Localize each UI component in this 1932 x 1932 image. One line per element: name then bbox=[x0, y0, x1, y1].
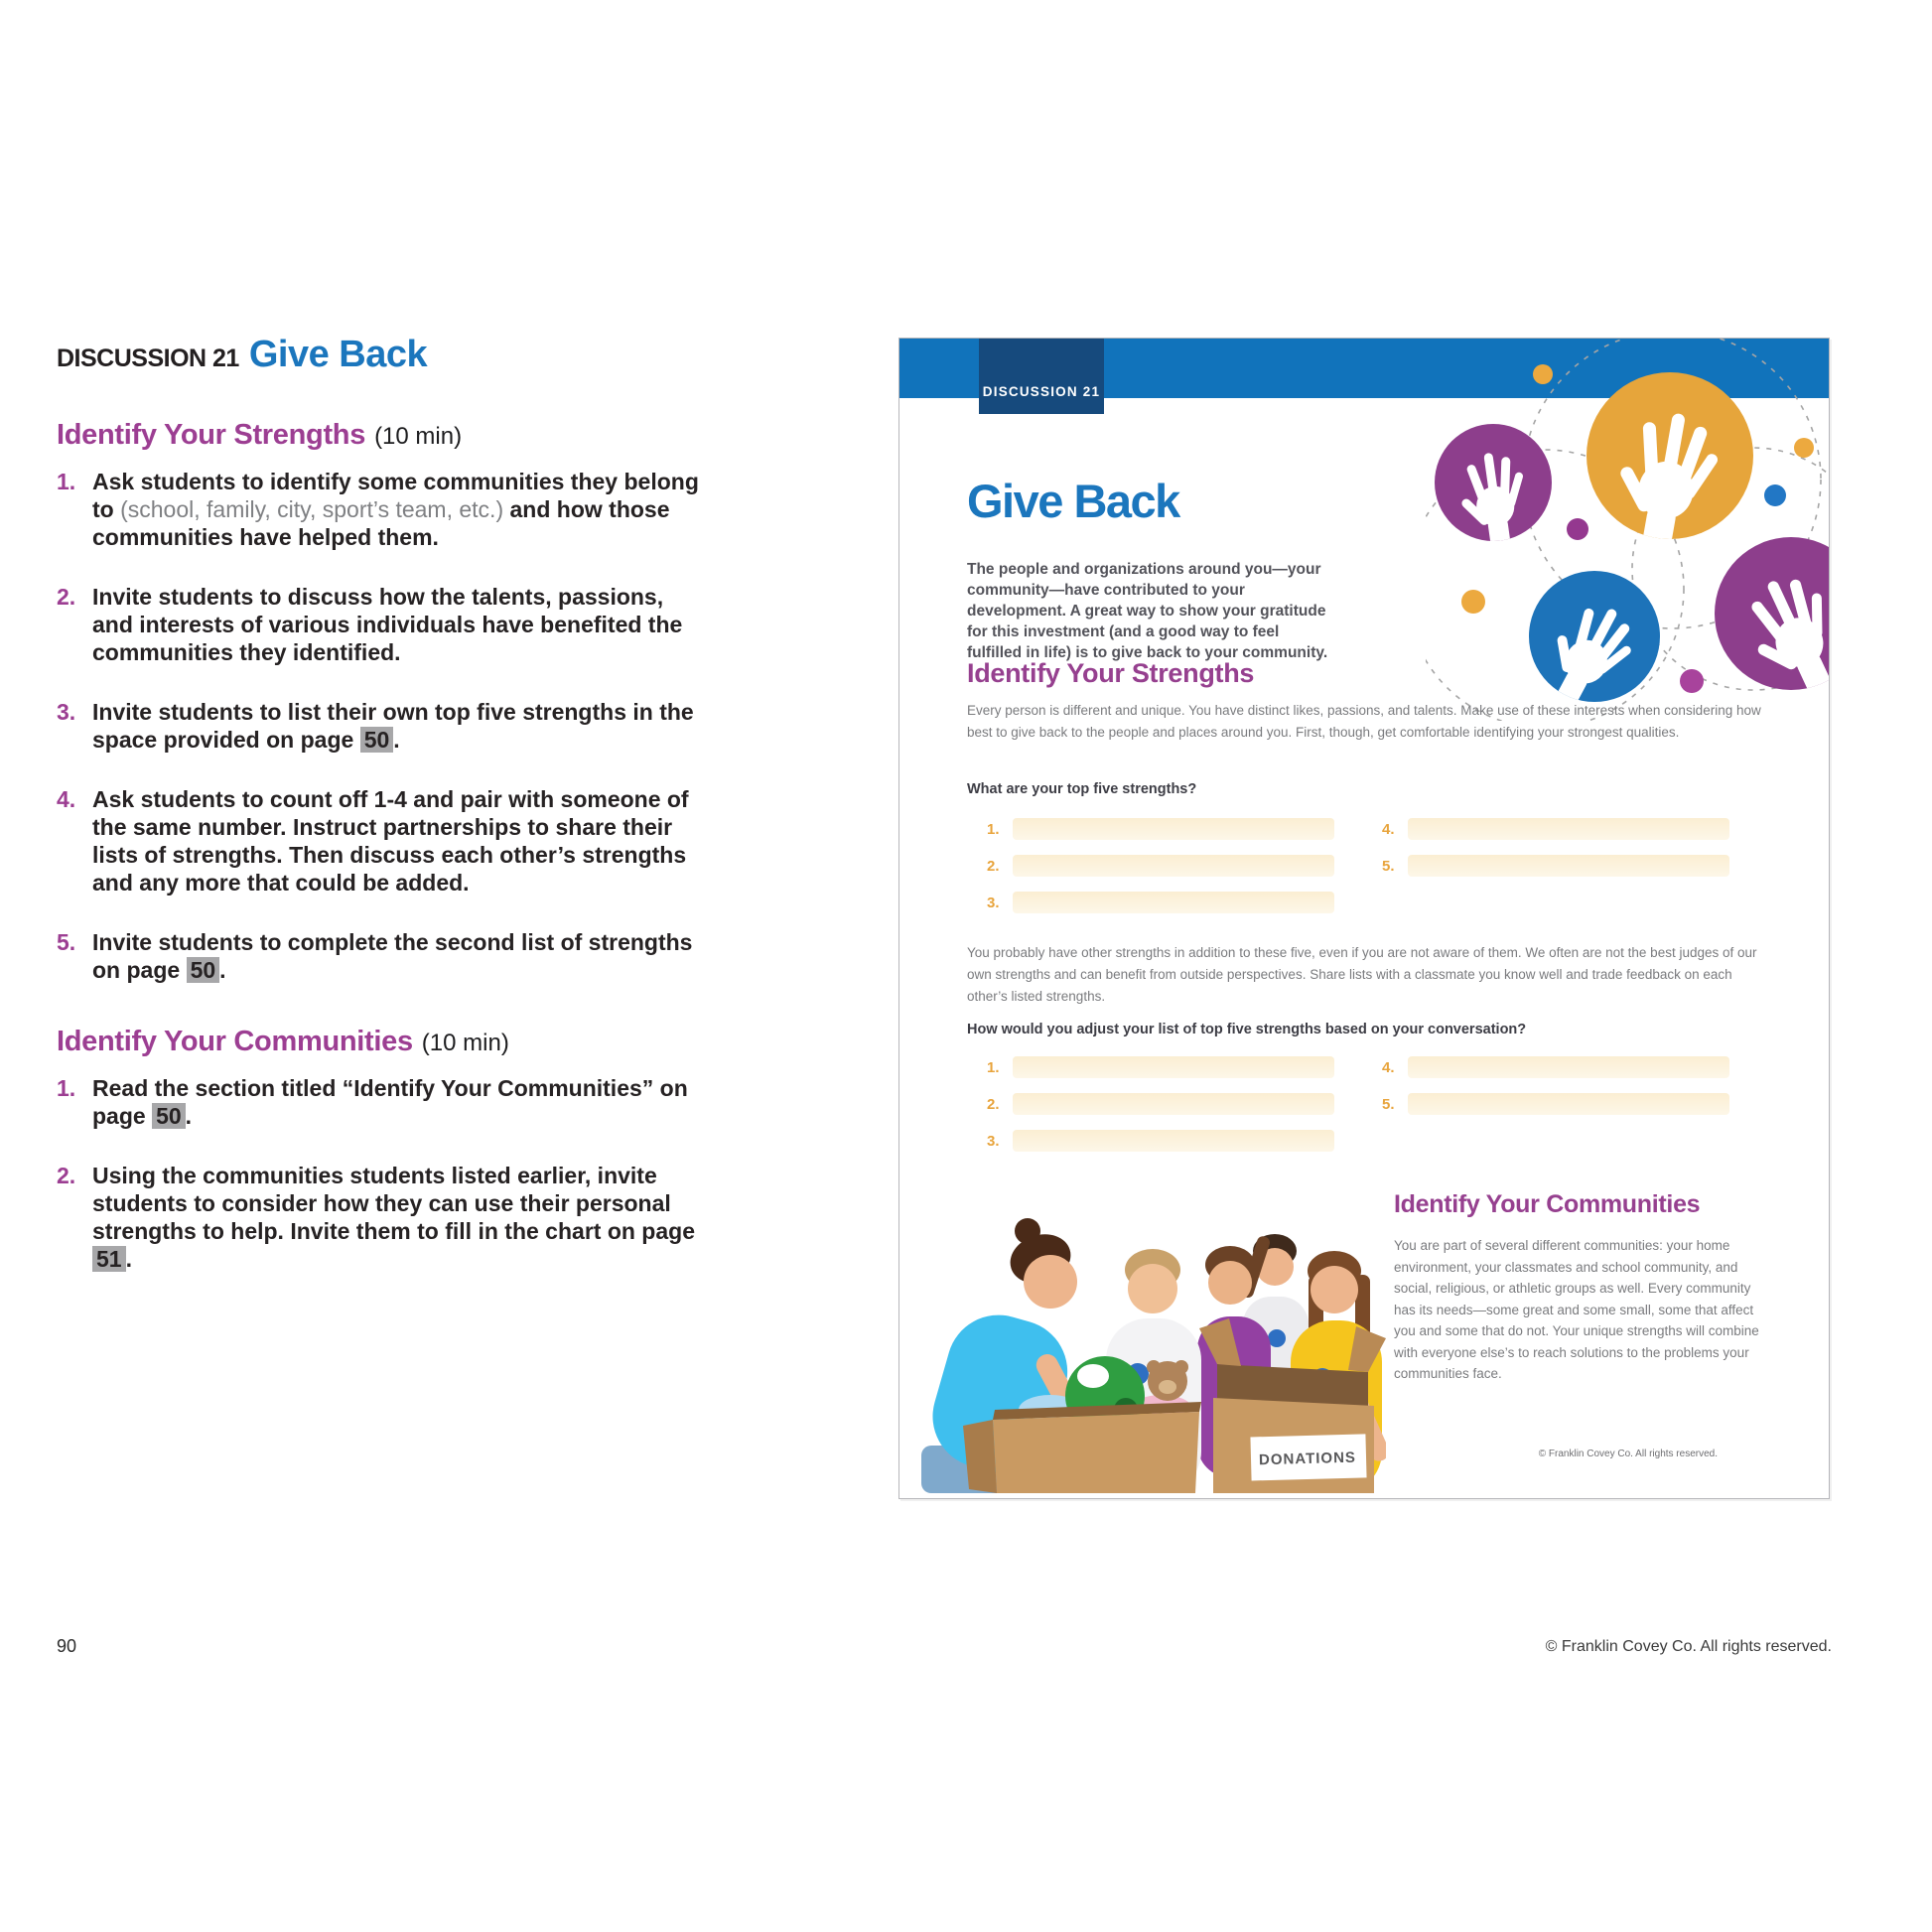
helping-hands-illustration bbox=[1426, 339, 1829, 721]
donations-label: DONATIONS bbox=[1258, 1449, 1357, 1469]
discussion-tab-label: DISCUSSION 21 bbox=[982, 384, 1101, 399]
item-number: 1. bbox=[57, 1075, 76, 1101]
blank-number: 1. bbox=[987, 820, 1000, 838]
page-title-row bbox=[57, 334, 702, 375]
page-title: Give Back bbox=[248, 334, 428, 375]
item-number: 1. bbox=[57, 469, 76, 494]
item-number: 2. bbox=[57, 1163, 76, 1188]
page-ref-highlight: 50 bbox=[152, 1103, 186, 1129]
blank-number: 4. bbox=[1382, 820, 1395, 838]
blank-row bbox=[987, 1092, 1334, 1116]
left-column bbox=[57, 334, 702, 1305]
wb-strengths-mid: You probably have other strengths in addition to these five, even if you are not aware of them. We often are not the best judges of our own strengths and can benefit from outside perspectives. Share lists with a classmate you know well and trade feedback on each other’s listed strengths. bbox=[967, 945, 1757, 1004]
communities-heading: Identify Your Communities bbox=[57, 1026, 413, 1057]
blank-number: 4. bbox=[1382, 1058, 1395, 1076]
blank-column bbox=[987, 817, 1334, 927]
blank-line bbox=[1408, 855, 1729, 877]
page-ref-highlight: 50 bbox=[187, 957, 220, 983]
list-item bbox=[57, 698, 702, 754]
blank-column bbox=[1382, 817, 1729, 927]
parenthetical-text: (school, family, city, sport’s team, etc.) bbox=[120, 496, 510, 522]
workbook-intro: The people and organizations around you—your community—have contributed to your development. A great way to show your gratitude for this investment (and a good way to feel fulfilled in life) is to give back to your community. bbox=[967, 561, 1328, 661]
strengths-blanks-2 bbox=[987, 1055, 1729, 1166]
hand-circle-purple-left bbox=[1435, 424, 1552, 562]
blank-row bbox=[987, 1129, 1334, 1153]
communities-duration: (10 min) bbox=[421, 1030, 509, 1056]
blank-number: 3. bbox=[987, 894, 1000, 911]
item-number: 2. bbox=[57, 584, 76, 610]
blank-row bbox=[987, 891, 1334, 914]
wb-strengths-heading: Identify Your Strengths bbox=[967, 658, 1255, 688]
blank-row bbox=[987, 1055, 1334, 1079]
item-number: 3. bbox=[57, 699, 76, 725]
blank-number: 5. bbox=[1382, 1095, 1395, 1113]
volunteers-photo bbox=[901, 1170, 1386, 1493]
wb-communities-heading: Identify Your Communities bbox=[1394, 1190, 1701, 1218]
workbook-copyright: © Franklin Covey Co. All rights reserved. bbox=[1538, 1449, 1718, 1459]
blank-number: 2. bbox=[987, 1095, 1000, 1113]
blank-row bbox=[1382, 854, 1729, 878]
page-ref-highlight: 50 bbox=[360, 727, 394, 753]
hand-circle-purple-right bbox=[1715, 537, 1829, 719]
blank-line bbox=[1013, 1093, 1334, 1115]
blank-number: 5. bbox=[1382, 857, 1395, 875]
strengths-steps bbox=[57, 468, 702, 984]
page-ref-highlight: 51 bbox=[92, 1246, 126, 1272]
item-text: Invite students to discuss how the talents, passions, and interests of various individuals have benefited the communities they identified. bbox=[92, 584, 683, 665]
wb-communities-body: You are part of several different communities: your home environment, your classmates and school community, and social, religious, or athletic groups as well. Every community has its needs—some great and some small, some that affect you and some that do not. Your unique strengths will combine with everyone else’s to reach solutions to the problems your communities face. bbox=[1394, 1238, 1759, 1381]
donation-box-left bbox=[963, 1402, 1201, 1493]
wb-strengths-body: Every person is different and unique. You have distinct likes, passions, and talents. Make use of these interests when considering how best to give back to the people and places around you. First, though, get comfortable identifying your strongest qualities. bbox=[967, 703, 1761, 740]
blank-row bbox=[1382, 1055, 1729, 1079]
page-number: 90 bbox=[57, 1636, 77, 1656]
strengths-heading: Identify Your Strengths bbox=[57, 419, 366, 451]
strengths-duration: (10 min) bbox=[374, 423, 463, 450]
list-item bbox=[57, 1074, 702, 1130]
list-item bbox=[57, 928, 702, 984]
hand-circle-gold bbox=[1587, 372, 1753, 572]
item-number: 5. bbox=[57, 929, 76, 955]
workbook-page bbox=[898, 338, 1830, 1499]
wb-question-1: What are your top five strengths? bbox=[967, 781, 1197, 797]
item-number: 4. bbox=[57, 786, 76, 812]
item-text: Using the communities students listed earlier, invite students to consider how they can use their personal strengths to help. Invite them to fill in the chart on page 51 . bbox=[92, 1163, 695, 1272]
wb-question-2: How would you adjust your list of top five strengths based on your conversation? bbox=[967, 1022, 1527, 1037]
item-text: Ask students to identify some communities they belong to (school, family, city, sport’s team, etc.) and how those communities have helped them. bbox=[92, 469, 699, 550]
strengths-blanks-1 bbox=[987, 817, 1729, 927]
blank-line bbox=[1013, 1056, 1334, 1078]
blank-line bbox=[1013, 818, 1334, 840]
strengths-heading-row bbox=[57, 419, 702, 452]
list-item bbox=[57, 785, 702, 897]
blank-row bbox=[1382, 817, 1729, 841]
communities-steps bbox=[57, 1074, 702, 1273]
blank-number: 2. bbox=[987, 857, 1000, 875]
blank-line bbox=[1013, 892, 1334, 913]
blank-column bbox=[1382, 1055, 1729, 1166]
item-text: Ask students to count off 1-4 and pair with someone of the same number. Instruct partnerships to share their lists of strengths. Then discuss each other’s strengths and any more that could be added. bbox=[92, 786, 689, 896]
list-item bbox=[57, 583, 702, 666]
blank-line bbox=[1013, 1130, 1334, 1152]
discussion-kicker: DISCUSSION 21 bbox=[57, 345, 239, 372]
blank-line bbox=[1408, 1056, 1729, 1078]
list-item bbox=[57, 468, 702, 551]
communities-heading-row bbox=[57, 1026, 702, 1058]
list-item bbox=[57, 1162, 702, 1273]
blank-number: 3. bbox=[987, 1132, 1000, 1150]
workbook-title: Give Back bbox=[967, 475, 1179, 527]
footer-copyright: © Franklin Covey Co. All rights reserved. bbox=[1545, 1638, 1832, 1655]
blank-line bbox=[1013, 855, 1334, 877]
item-text: Invite students to list their own top five strengths in the space provided on page 50 . bbox=[92, 699, 694, 753]
blank-row bbox=[987, 854, 1334, 878]
blank-line bbox=[1408, 818, 1729, 840]
item-text: Read the section titled “Identify Your Communities” on page 50 . bbox=[92, 1075, 688, 1129]
blank-row bbox=[1382, 1092, 1729, 1116]
blank-number: 1. bbox=[987, 1058, 1000, 1076]
blank-row bbox=[987, 817, 1334, 841]
hand-circle-blue bbox=[1526, 571, 1660, 721]
blank-column bbox=[987, 1055, 1334, 1166]
discussion-tab bbox=[979, 339, 1104, 414]
item-text: Invite students to complete the second list of strengths on page 50 . bbox=[92, 929, 693, 983]
blank-line bbox=[1408, 1093, 1729, 1115]
